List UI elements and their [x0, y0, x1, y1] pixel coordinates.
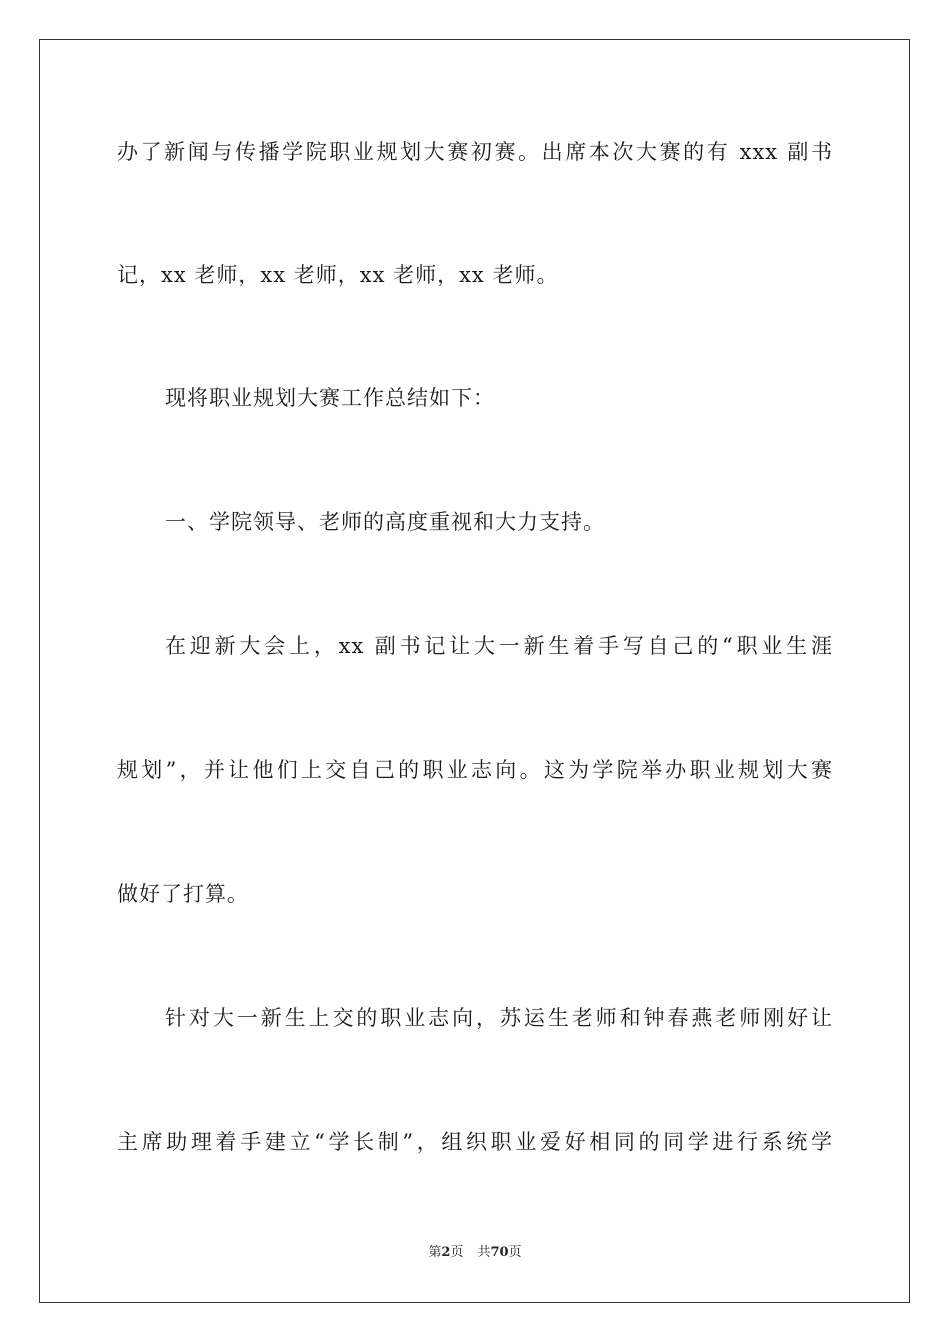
page-prefix: 第: [428, 1245, 442, 1260]
body-text-line: 现将职业规划大赛工作总结如下：: [165, 386, 495, 410]
body-text-line: 主席助理着手建立“学长制”，组织职业爱好相同的同学进行系统学: [117, 1130, 833, 1154]
body-text-line: 办了新闻与传播学院职业规划大赛初赛。出席本次大赛的有 xxx 副书: [117, 140, 833, 164]
total-pages: 70: [490, 1245, 509, 1260]
body-text-line: 针对大一新生上交的职业志向，苏运生老师和钟春燕老师刚好让: [165, 1006, 833, 1030]
page-suffix: 页: [450, 1245, 464, 1260]
section-heading: 一、学院领导、老师的高度重视和大力支持。: [165, 510, 605, 534]
page-border: [39, 39, 910, 1303]
page-number: 2: [441, 1245, 451, 1260]
body-text-line: 做好了打算。: [117, 882, 249, 906]
body-text-line: 规划”，并让他们上交自己的职业志向。这为学院举办职业规划大赛: [117, 758, 833, 782]
total-suffix: 页: [508, 1245, 522, 1260]
body-text-line: 记，xx 老师，xx 老师，xx 老师，xx 老师。: [117, 263, 559, 287]
total-prefix: 共: [477, 1245, 491, 1260]
body-text-line: 在迎新大会上，xx 副书记让大一新生着手写自己的“职业生涯: [165, 634, 833, 658]
page-footer: [0, 1244, 950, 1262]
